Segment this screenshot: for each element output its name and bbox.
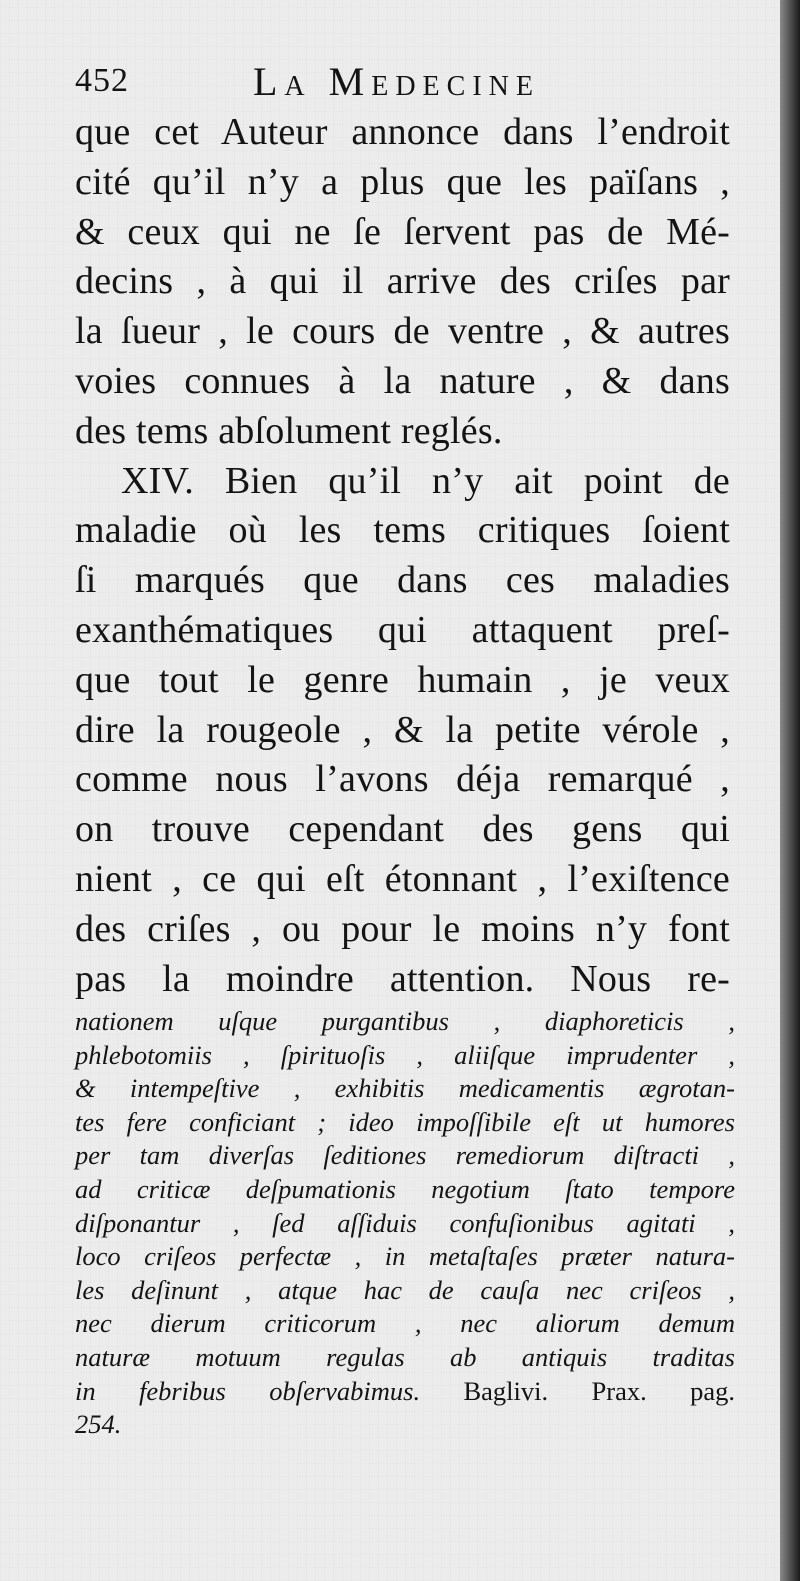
note-line-with-citation <box>75 1375 735 1409</box>
text-line: que tout le genre humain , je veux <box>75 658 730 701</box>
text-line: pas la moindre attention. Nous re- <box>75 957 730 1000</box>
note-line: nationem uſque purgantibus , diaphoreticis , <box>75 1006 735 1036</box>
text-line: exanthématiques qui attaquent preſ- <box>75 608 730 651</box>
note-line: nec dierum criticorum , nec aliorum demum <box>75 1308 735 1339</box>
note-line: naturæ motuum regulas ab antiquis traditas <box>75 1341 735 1372</box>
text-line: & ceux qui ne ſe ſervent pas de Mé- <box>75 210 730 253</box>
note-line: loco criſeos perfectæ , in metaſtaſes præter natura- <box>75 1241 735 1272</box>
text-line: maladie où les tems critiques ſoient <box>75 509 730 552</box>
text-line: decins , à qui il arrive des criſes par <box>75 260 730 303</box>
text-line: cité qu’il n’y a plus que les païſans , <box>75 160 730 203</box>
text-line: ſi marqués que dans ces maladies <box>75 559 730 602</box>
text-line: on trouve cependant des gens qui <box>75 808 730 851</box>
note-line-text: in febribus obſervabimus. <box>75 1375 421 1406</box>
note-line: ad criticæ deſpumationis negotium ſtato tempore <box>75 1173 735 1204</box>
note-line: diſponantur , ſed aſſiduis confuſionibus agitati , <box>75 1207 735 1238</box>
note-line: per tam diverſas ſeditiones remediorum diſtracti , <box>75 1140 735 1171</box>
text-line: que cet Auteur annonce dans l’endroit <box>75 111 730 153</box>
text-line: des criſes , ou pour le moins n’y font <box>75 907 730 950</box>
text-line: la ſueur , le cours de ventre , & autres <box>75 310 730 353</box>
note-line: phlebotomiis , ſpirituoſis , aliiſque imprudenter , <box>75 1039 735 1070</box>
citation: Baglivi. Prax. pag. <box>463 1375 735 1406</box>
note-line: tes fere conficiant ; ideo impoſſibile eſt ut humores <box>75 1106 735 1137</box>
latin-footnote <box>75 1005 735 1442</box>
note-line: les deſinunt , atque hac de cauſa nec criſeos , <box>75 1274 735 1305</box>
main-text <box>75 108 730 1004</box>
text-line: XIV. Bien qu’il n’y ait point de <box>121 459 730 502</box>
text-line: des tems abſolument reglés. <box>75 409 503 452</box>
page-number: 452 <box>75 62 129 99</box>
running-title: La Medecine <box>253 59 540 104</box>
page-header <box>75 58 735 108</box>
text-line: voies connues à la nature , & dans <box>75 359 730 402</box>
note-line: & intempeſtive , exhibitis medicamentis ægrotan- <box>75 1073 735 1104</box>
note-line: 254. <box>75 1409 122 1440</box>
text-line: dire la rougeole , & la petite vérole , <box>75 708 730 751</box>
text-line: comme nous l’avons déja remarqué , <box>75 758 730 801</box>
text-line: nient , ce qui eſt étonnant , l’exiſtence <box>75 857 730 900</box>
